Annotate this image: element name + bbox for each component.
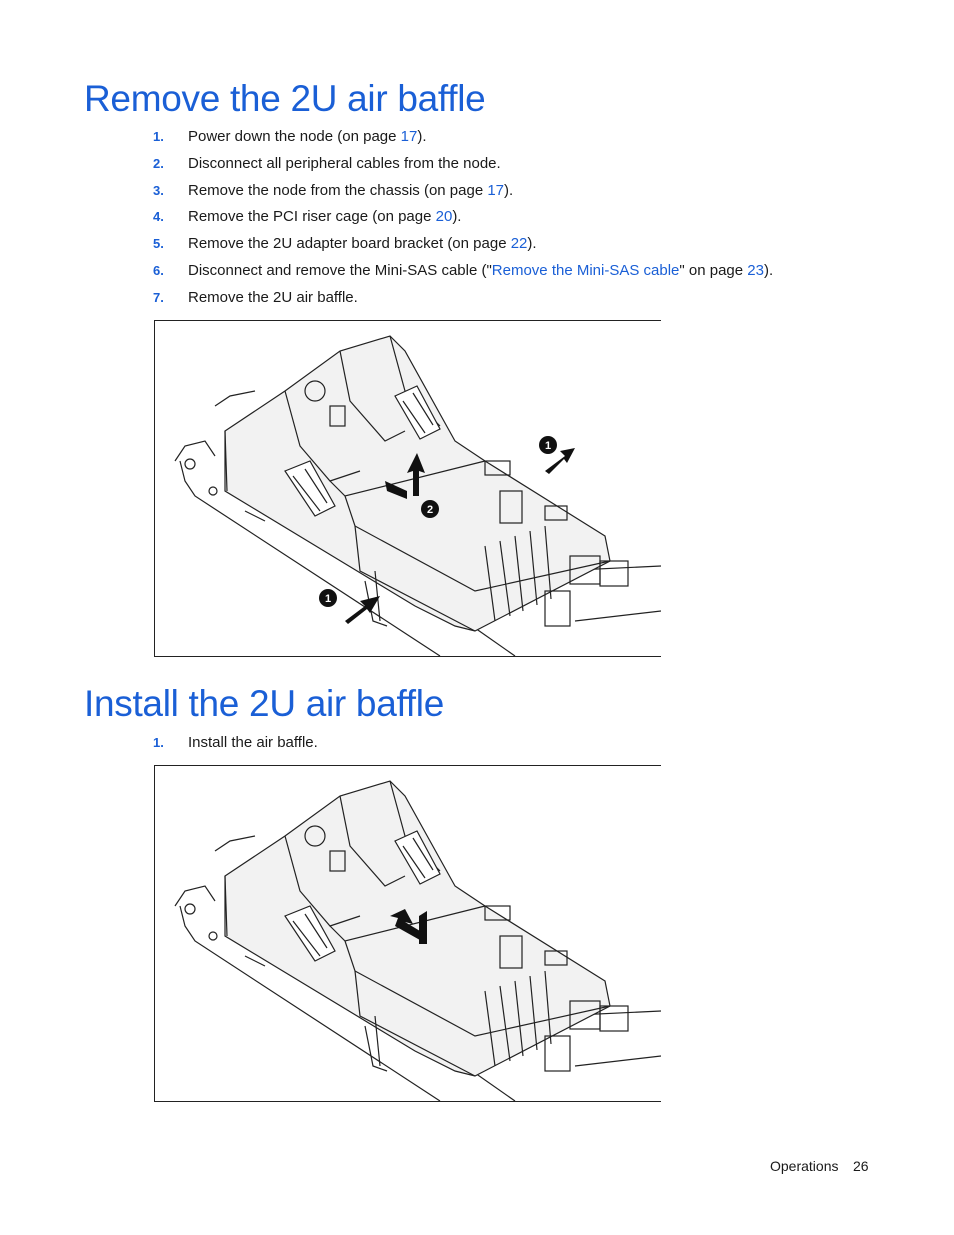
callout-1-bottom — [319, 589, 337, 607]
page-link[interactable]: 17 — [487, 181, 505, 199]
step-number: 5. — [153, 236, 164, 252]
step-text: Remove the 2U air baffle. — [188, 288, 358, 306]
svg-text:2: 2 — [426, 504, 434, 516]
step-text: Remove the PCI riser cage (on page 20). — [188, 208, 462, 226]
footer-page-number: 26 — [853, 1158, 869, 1174]
install-baffle-illustration — [154, 765, 661, 1102]
page-link[interactable]: 17 — [400, 128, 418, 145]
step-number: 2. — [153, 155, 164, 171]
callout-2 — [421, 500, 439, 518]
step-number: 1. — [153, 735, 164, 750]
page-title-install: Install the 2U air baffle — [84, 683, 444, 724]
baffle-diagram-remove — [155, 321, 661, 656]
step-text: Remove the node from the chassis (on page 17). — [188, 181, 514, 199]
svg-text:1: 1 — [544, 440, 552, 452]
baffle-diagram-install — [155, 766, 661, 1101]
step-text: Install the air baffle. — [188, 734, 318, 751]
page-link[interactable]: 22 — [510, 235, 528, 253]
step-text: Disconnect all peripheral cables from the node. — [188, 154, 501, 172]
step-number: 3. — [153, 182, 164, 198]
remove-baffle-illustration — [154, 320, 661, 657]
footer-section-name: Operations — [770, 1158, 839, 1174]
step-number: 7. — [153, 289, 164, 305]
step-text: Disconnect and remove the Mini-SAS cable ("Remove the Mini-SAS cable" on page 23). — [188, 261, 774, 279]
svg-text:1: 1 — [324, 593, 332, 605]
step-text: Remove the 2U adapter board bracket (on page 22). — [188, 235, 537, 253]
step-number: 6. — [153, 262, 164, 278]
page-link[interactable]: 23 — [747, 261, 764, 279]
page-link[interactable]: 20 — [435, 208, 453, 226]
step-number: 1. — [153, 129, 164, 144]
step-number: 4. — [153, 209, 164, 225]
section-link[interactable]: Remove the Mini-SAS cable — [491, 261, 680, 279]
step-text: Power down the node (on page 17). — [188, 128, 427, 145]
page-title-remove: Remove the 2U air baffle — [84, 78, 486, 119]
callout-1-top — [539, 436, 557, 454]
